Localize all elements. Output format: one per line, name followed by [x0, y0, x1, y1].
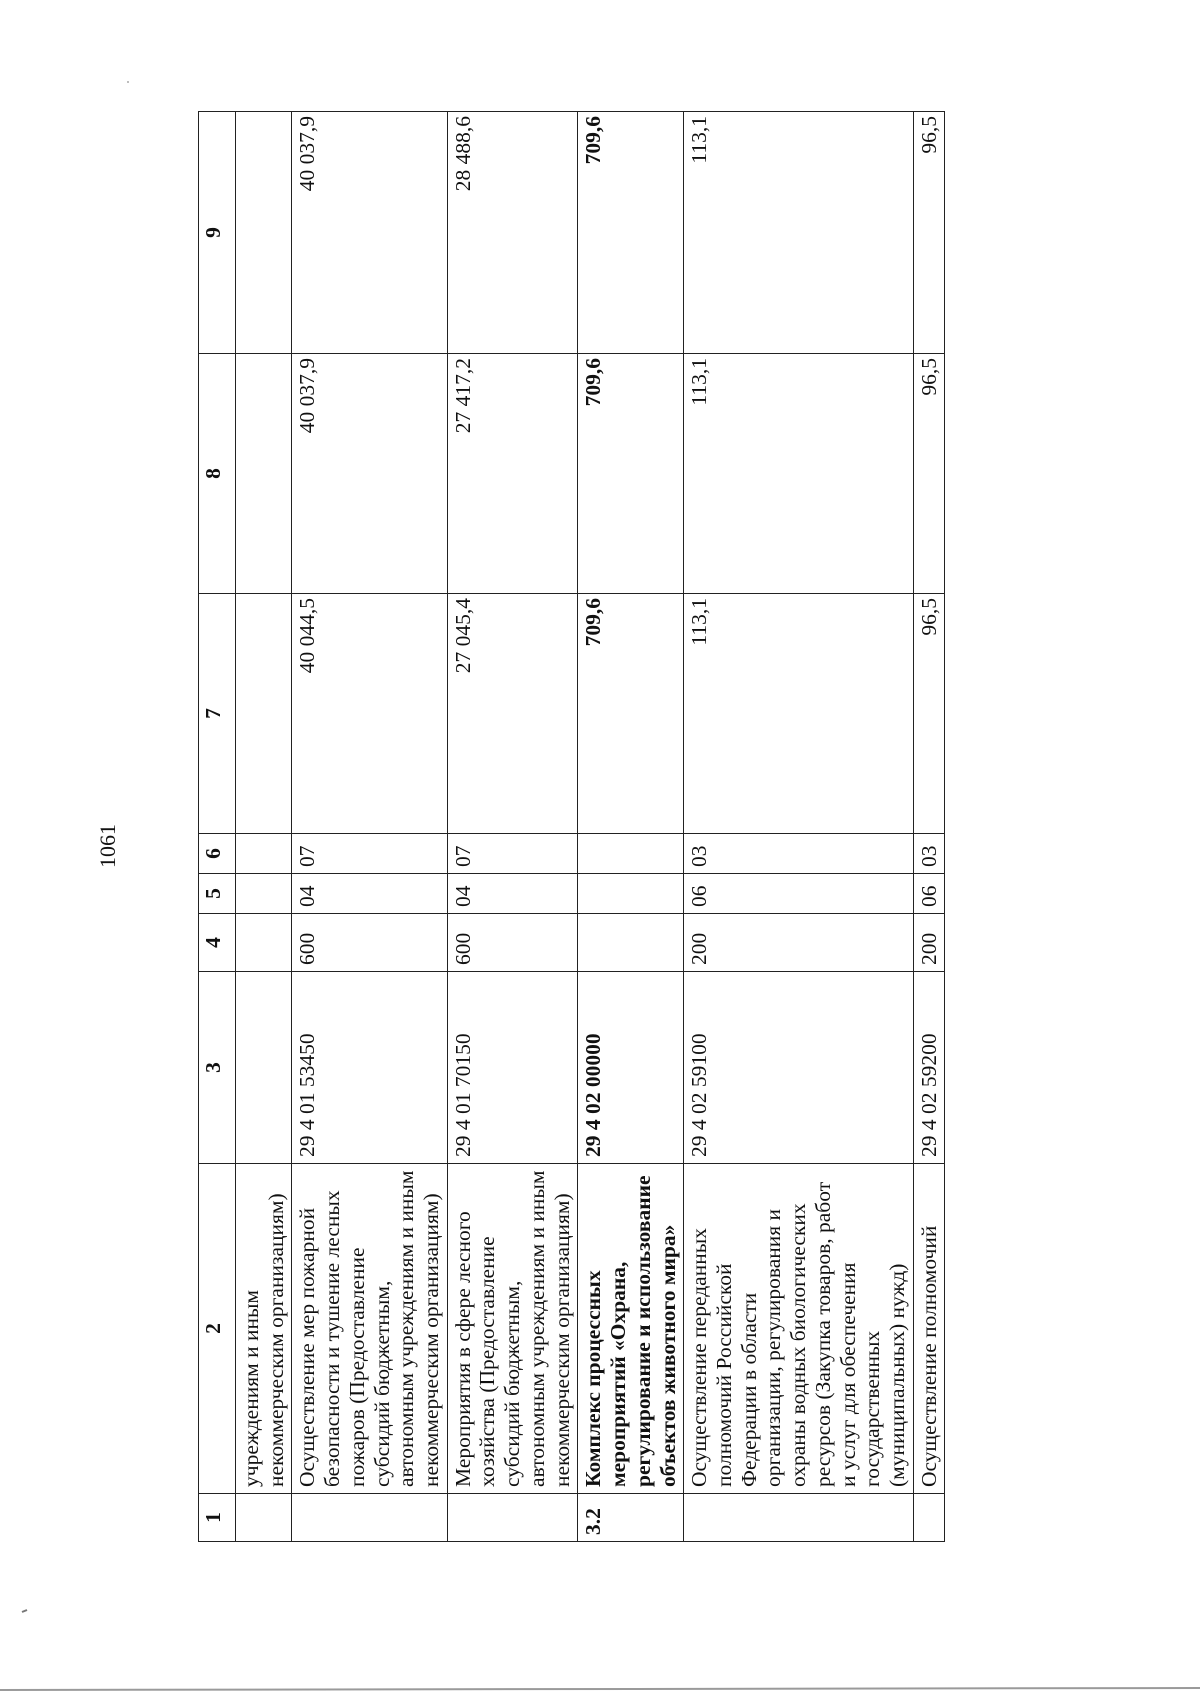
subsection: 03 [913, 834, 945, 874]
page-number: 1061 [95, 824, 120, 868]
row-number [236, 1494, 292, 1542]
item-name: Комплекс процессных мероприятий «Охрана, регулирование и использование объектов животного мира» [578, 1164, 684, 1494]
expense-type: 200 [913, 914, 945, 972]
budget-code: 29 4 01 70150 [447, 972, 578, 1164]
amount-col9: 40 037,9 [292, 112, 447, 354]
column-header-5: 5 [199, 874, 236, 914]
amount-col9: 709,6 [578, 112, 684, 354]
expense-type [578, 914, 684, 972]
subsection [578, 834, 684, 874]
amount-col7: 40 044,5 [292, 594, 447, 834]
section: 04 [447, 874, 578, 914]
amount-col9: 113,1 [684, 112, 913, 354]
budget-code [236, 972, 292, 1164]
item-name: Осуществление мер пожарной безопасности и тушение лесных пожаров (Предоставление субсидий бюджетным, автономным учреждениям и иным некоммерческим организациям) [292, 1164, 447, 1494]
section [578, 874, 684, 914]
amount-col8: 709,6 [578, 354, 684, 594]
budget-table [198, 111, 945, 1542]
expense-type: 200 [684, 914, 913, 972]
budget-code: 29 4 02 00000 [578, 972, 684, 1164]
amount-col8 [236, 354, 292, 594]
rotated-table-wrapper [198, 112, 1068, 1542]
section [236, 874, 292, 914]
row-number [447, 1494, 578, 1542]
amount-col7: 96,5 [913, 594, 945, 834]
budget-code: 29 4 01 53450 [292, 972, 447, 1164]
item-name: Осуществление переданных полномочий Российской Федерации в области организации, регулирования и охраны водных биологических ресурсов (Закупка товаров, работ и услуг для обеспечения государственных (муниципальных) нужд) [684, 1164, 913, 1494]
budget-code: 29 4 02 59100 [684, 972, 913, 1164]
column-header-6: 6 [199, 834, 236, 874]
column-header-2: 2 [199, 1164, 236, 1494]
amount-col9: 28 488,6 [447, 112, 578, 354]
expense-type [236, 914, 292, 972]
amount-col8: 27 417,2 [447, 354, 578, 594]
expense-type: 600 [447, 914, 578, 972]
item-name: Осуществление полномочий [913, 1164, 945, 1494]
column-header-4: 4 [199, 914, 236, 972]
amount-col9 [236, 112, 292, 354]
table-row [236, 112, 292, 1542]
amount-col7: 709,6 [578, 594, 684, 834]
column-header-8: 8 [199, 354, 236, 594]
amount-col7 [236, 594, 292, 834]
column-header-1: 1 [199, 1494, 236, 1542]
amount-col8: 96,5 [913, 354, 945, 594]
section: 06 [913, 874, 945, 914]
budget-code: 29 4 02 59200 [913, 972, 945, 1164]
table-row [292, 112, 447, 1542]
column-header-9: 9 [199, 112, 236, 354]
amount-col9: 96,5 [913, 112, 945, 354]
column-header-7: 7 [199, 594, 236, 834]
column-header-3: 3 [199, 972, 236, 1164]
row-number: 3.2 [578, 1494, 684, 1542]
table-row [578, 112, 684, 1542]
table-row [684, 112, 913, 1542]
subsection: 07 [292, 834, 447, 874]
table-row [447, 112, 578, 1542]
row-number [292, 1494, 447, 1542]
subsection: 07 [447, 834, 578, 874]
row-number [684, 1494, 913, 1542]
amount-col7: 113,1 [684, 594, 913, 834]
amount-col7: 27 045,4 [447, 594, 578, 834]
amount-col8: 40 037,9 [292, 354, 447, 594]
expense-type: 600 [292, 914, 447, 972]
table-header-row [199, 112, 236, 1542]
section: 04 [292, 874, 447, 914]
subsection [236, 834, 292, 874]
subsection: 03 [684, 834, 913, 874]
table-body [236, 112, 945, 1542]
item-name: учреждениям и иным некоммерческим организациям) [236, 1164, 292, 1494]
section: 06 [684, 874, 913, 914]
item-name: Мероприятия в сфере лесного хозяйства (Предоставление субсидий бюджетным, автономным учреждениям и иным некоммерческим организациям) [447, 1164, 578, 1494]
amount-col8: 113,1 [684, 354, 913, 594]
row-number [913, 1494, 945, 1542]
table-row [913, 112, 945, 1542]
